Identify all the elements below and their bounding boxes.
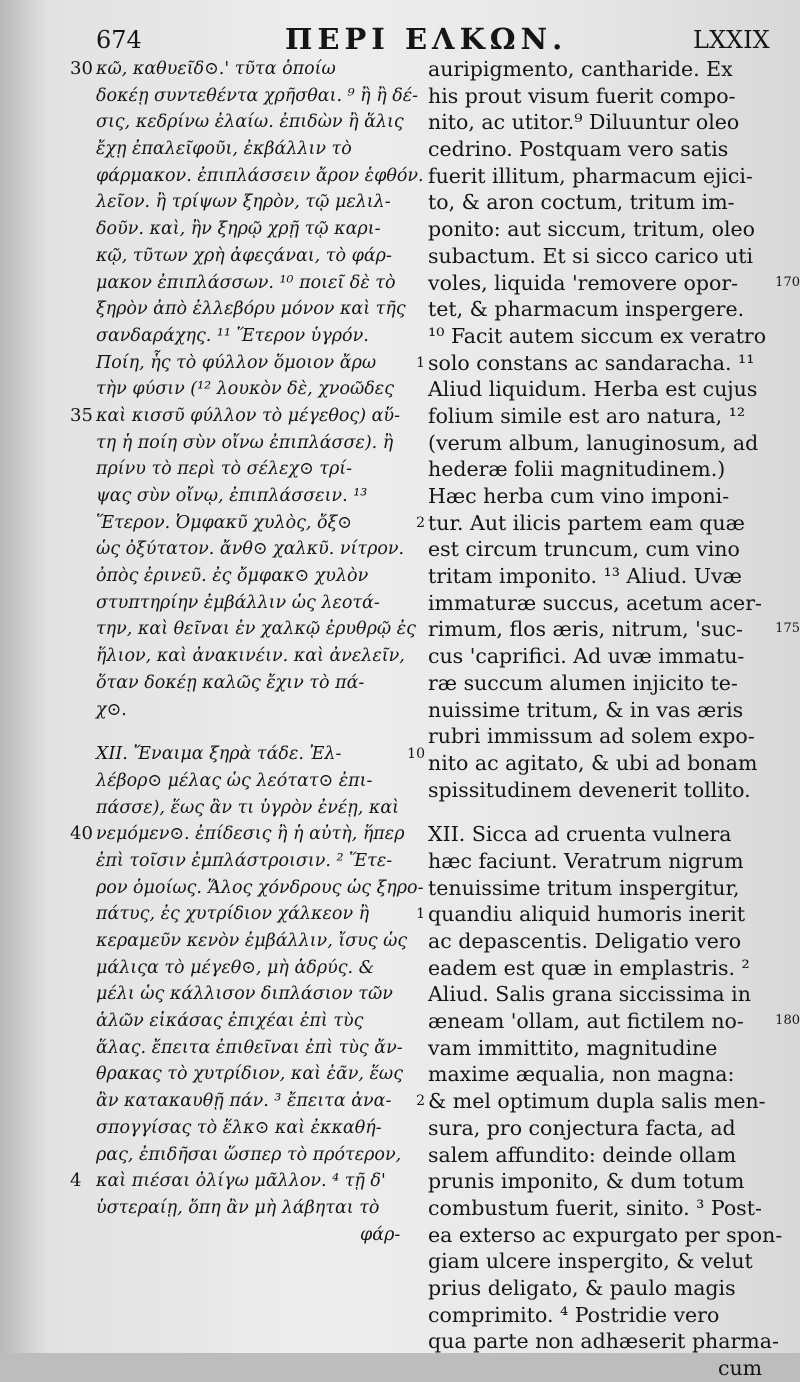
- latin-line: [428, 216, 778, 243]
- margin-note-number: 180: [775, 1013, 800, 1029]
- running-title: ΠΕΡΙ ΕΛΚΩΝ.: [285, 22, 568, 56]
- line-text: ea exterso ac expurgato per spon-: [428, 1222, 783, 1247]
- latin-line: [428, 848, 778, 875]
- line-text: vam immittito, magnitudine: [428, 1035, 718, 1060]
- line-text: λέβορ⊙ μέλας ὡς λεότατ⊙ ἐπι-: [96, 770, 373, 791]
- latin-line: [428, 955, 778, 982]
- line-text: tenuissime tritum inspergitur,: [428, 875, 740, 900]
- line-text: auripigmento, cantharide. Ex: [428, 57, 733, 81]
- line-text: (verum album, lanuginosum, ad: [428, 430, 759, 455]
- line-text: καὶ πιέσαι ὀλίγω μᾶλλον. ⁴ τῇ δ': [96, 1171, 386, 1192]
- greek-line: [70, 109, 425, 136]
- latin-line: [428, 189, 778, 216]
- greek-line-number: 4: [70, 1170, 82, 1192]
- latin-line: [428, 483, 778, 510]
- line-text: ρον ὁμοίως. Ἅλος χόνδρους ὡς ξηρο-: [96, 877, 424, 898]
- greek-line: [70, 821, 425, 848]
- line-text: hederæ folii magnitudinem.): [428, 457, 726, 482]
- line-text: voles, liquida 'removere opor-: [428, 270, 739, 295]
- line-text: nito ac agitato, & ubi ad bonam: [428, 750, 758, 775]
- latin-line: [428, 456, 778, 483]
- greek-line: [70, 1222, 425, 1249]
- line-text: giam ulcere inspergito, & velut: [428, 1249, 753, 1274]
- line-text: folium simile est aro natura, ¹²: [428, 403, 746, 428]
- line-text: ἁλῶν εἰκάσας ἐπιχέαι ἐπὶ τὺς: [96, 1011, 364, 1032]
- greek-line: [70, 483, 425, 510]
- greek-line: [70, 296, 425, 323]
- latin-line: [428, 1088, 778, 1115]
- latin-line: [428, 136, 778, 163]
- greek-line: [70, 403, 425, 430]
- latin-line: [428, 750, 778, 777]
- latin-line: [428, 109, 778, 136]
- line-text: immaturæ succus, acetum acer-: [428, 590, 762, 615]
- greek-line: [70, 928, 425, 955]
- greek-line: [70, 323, 425, 350]
- greek-line: [70, 136, 425, 163]
- greek-line: [70, 616, 425, 643]
- line-text: sura, pro conjectura facta, ad: [428, 1115, 736, 1140]
- latin-line: [428, 590, 778, 617]
- latin-line: [428, 723, 778, 750]
- greek-line: [70, 901, 425, 928]
- line-text: qua parte non adhæserit pharma-: [428, 1329, 779, 1354]
- latin-line: [428, 821, 778, 848]
- greek-line: [70, 741, 425, 768]
- greek-line: [70, 376, 425, 403]
- line-text: νεμόμεν⊙. ἐπίδεσις ἢ ἡ αὐτὴ, ἥπερ: [96, 824, 405, 845]
- line-text: maxime æqualia, non magna:: [428, 1062, 735, 1087]
- latin-line: [428, 981, 778, 1008]
- greek-line: [70, 670, 425, 697]
- greek-line: [70, 1061, 425, 1088]
- line-text: κῷ, τῦτων χρὴ ἀφεςάναι, τὸ φάρ-: [96, 245, 392, 266]
- latin-line: [428, 1061, 778, 1088]
- latin-line: [428, 536, 778, 563]
- latin-line: [428, 163, 778, 190]
- line-text: πάτυς, ἐς χυτρίδιον χάλκεον ἢ: [96, 904, 370, 925]
- latin-line: [428, 1195, 778, 1222]
- line-text: κεραμεῦν κενὸν ἐμβάλλιν, ἴσυς ὡς: [96, 931, 408, 951]
- greek-line: [70, 83, 425, 110]
- line-text: χ⊙.: [96, 699, 127, 720]
- latin-line: [428, 56, 778, 83]
- line-text: salem affundito: deinde ollam: [428, 1142, 737, 1167]
- greek-line: [70, 430, 425, 457]
- margin-note-number: 2: [416, 514, 425, 531]
- folio-mark: LXXIX: [693, 26, 770, 54]
- line-text: μάλιςα τὸ μέγεθ⊙, μὴ ἁδρύς. &: [96, 957, 375, 978]
- line-text: στυπτηρίην ἐμβάλλιν ὡς λεοτά-: [96, 592, 380, 613]
- line-text: μακον ἐπιπλάσσων. ¹⁰ ποιεῖ δὲ τὸ: [96, 272, 396, 293]
- latin-line: [428, 243, 778, 270]
- line-text: his prout visum fuerit compo-: [428, 83, 736, 108]
- line-text: ponito: aut siccum, tritum, oleo: [428, 217, 755, 242]
- line-text: est circum truncum, cum vino: [428, 537, 740, 562]
- line-text: ἔχῃ ἐπαλεῖφοῦι, ἐκβάλλιν τὸ: [96, 139, 352, 160]
- line-text: σανδαράχης. ¹¹ Ἕτερον ὑγρόν.: [96, 325, 369, 346]
- latin-line: [428, 1275, 778, 1302]
- line-text: rubri immissum ad solem expo-: [428, 724, 755, 749]
- greek-line: [70, 350, 425, 377]
- greek-line: [70, 1088, 425, 1115]
- greek-line-number: 30: [70, 58, 93, 79]
- line-text: cus 'caprifici. Ad uvæ immatu-: [428, 644, 745, 669]
- line-text: ρας, ἐπιδῆσαι ὥσπερ τὸ πρότερον,: [96, 1144, 402, 1165]
- greek-line: [70, 697, 425, 724]
- greek-line: [70, 643, 425, 670]
- line-text: comprimito. ⁴ Postridie vero: [428, 1302, 720, 1327]
- latin-line: [428, 1302, 778, 1329]
- greek-line: [70, 189, 425, 216]
- latin-line: [428, 1035, 778, 1062]
- greek-line: [70, 1142, 425, 1169]
- line-text: την, καὶ θεῖναι ἐν χαλκῷ ἐρυθρῷ ἐς: [96, 619, 416, 640]
- greek-line: [70, 1115, 425, 1142]
- line-text: πάσσε), ἕως ἂν τι ὑγρὸν ἐνέῃ, καὶ: [96, 797, 400, 818]
- greek-line: [70, 456, 425, 483]
- line-text: τη ἡ ποίη σὺν οἴνω ἐπιπλάσσε). ἢ: [96, 432, 394, 453]
- latin-line: [428, 296, 778, 323]
- latin-line: [428, 777, 778, 804]
- line-text: Aliud liquidum. Herba est cujus: [428, 377, 758, 402]
- greek-line: [70, 590, 425, 617]
- line-text: ræ succum alumen injicito te-: [428, 670, 738, 695]
- greek-line: [70, 848, 425, 875]
- greek-line: [70, 216, 425, 243]
- latin-line: [428, 1008, 800, 1035]
- latin-line: [428, 350, 778, 377]
- greek-line: [70, 955, 425, 982]
- line-text: prius deligato, & paulo magis: [428, 1275, 736, 1300]
- line-text: δοῦν. καὶ, ἢν ξηρῷ χρῇ τῷ καρι-: [96, 219, 381, 240]
- line-text: ἐπὶ τοῖσιν ἐμπλάστροισιν. ² Ἕτε-: [96, 850, 393, 871]
- line-text: τὴν φύσιν (¹² λουκὸν δὲ, χνοῶδες: [96, 379, 394, 400]
- line-text: κῶ, καθυεῖδ⊙.' τῦτα ὁποίω: [96, 59, 336, 79]
- latin-line: [428, 901, 778, 928]
- latin-line: [428, 83, 778, 110]
- line-text: ¹⁰ Facit autem siccum ex veratro: [428, 323, 767, 348]
- line-text: quandiu aliquid humoris inerit: [428, 902, 746, 927]
- greek-line: [70, 1195, 425, 1222]
- line-text: cum: [718, 1356, 763, 1380]
- line-text: φάρμακον. ἐπιπλάσσειν ἄρον ἑφθόν.: [96, 165, 424, 186]
- greek-line: [70, 795, 425, 822]
- line-text: nuissime tritum, & in vas æris: [428, 697, 744, 722]
- line-text: Ποίη, ἧς τὸ φύλλον ὅμοιον ἄρω: [96, 352, 377, 373]
- latin-line: [428, 270, 800, 297]
- latin-line: [428, 1248, 778, 1275]
- line-text: δοκέῃ συντεθέντα χρῆσθαι. ⁹ ἢ ἢ δέ-: [96, 85, 419, 106]
- line-text: eadem est quæ in emplastris. ²: [428, 955, 750, 980]
- latin-line: [428, 323, 778, 350]
- latin-line: [428, 670, 778, 697]
- latin-line: [428, 563, 778, 590]
- greek-text-column: [70, 56, 425, 1248]
- margin-note-number: 170: [775, 274, 800, 290]
- latin-line: [428, 928, 778, 955]
- latin-line: [428, 1328, 778, 1355]
- line-text: nito, ac utitor.⁹ Diluuntur oleo: [428, 110, 740, 135]
- line-text: rimum, flos æris, nitrum, 'suc-: [428, 617, 743, 642]
- line-text: combustum fuerit, sinito. ³ Post-: [428, 1195, 762, 1220]
- latin-line: [428, 1142, 778, 1169]
- latin-line: [428, 1115, 778, 1142]
- greek-line: [70, 1008, 425, 1035]
- latin-line: [428, 616, 800, 643]
- line-text: ὅταν δοκέῃ καλῶς ἔχιν τὸ πά-: [96, 672, 365, 693]
- line-text: Aliud. Salis grana siccissima in: [428, 982, 751, 1007]
- greek-line: [70, 768, 425, 795]
- line-text: solo constans ac sandaracha. ¹¹: [428, 350, 755, 375]
- line-text: tritam imponito. ¹³ Aliud. Uvæ: [428, 564, 742, 589]
- margin-note-number: 2: [416, 1093, 425, 1110]
- greek-line: [70, 270, 425, 297]
- latin-line: [428, 510, 778, 537]
- line-text: ὀπὸς ἐρινεῦ. ἐς ὄμφακ⊙ χυλὸν: [96, 566, 369, 587]
- line-text: spissitudinem devenerit tollito.: [428, 777, 751, 802]
- line-text: ξηρὸν ἀπὸ ἐλλεβόρυ μόνον καὶ τῆς: [96, 299, 406, 320]
- line-text: subactum. Et si sicco carico uti: [428, 243, 754, 268]
- page-number: 674: [96, 26, 142, 54]
- latin-line: [428, 1168, 778, 1195]
- line-text: ψας σὺν οἴνῳ, ἐπιπλάσσειν. ¹³: [96, 486, 368, 506]
- line-text: to, & aron coctum, tritum im-: [428, 190, 735, 215]
- line-text: cedrino. Postquam vero satis: [428, 137, 729, 162]
- latin-line: [428, 1355, 778, 1382]
- line-text: λεῖον. ἢ τρίψων ξηρὸν, τῷ μελιλ-: [96, 192, 391, 213]
- line-text: XII. Ἔναιμα ξηρὰ τάδε. Ἐλ-: [96, 744, 342, 765]
- line-text: & mel optimum dupla salis men-: [428, 1089, 766, 1114]
- line-text: ἥλιον, καὶ ἀνακινέιν. καὶ ἀνελεῖν,: [96, 646, 405, 667]
- greek-line: [70, 563, 425, 590]
- line-text: hæc faciunt. Veratrum nigrum: [428, 848, 744, 873]
- margin-note-number: 10: [407, 746, 425, 763]
- latin-line: [428, 376, 778, 403]
- latin-line: [428, 643, 778, 670]
- greek-line: [70, 163, 425, 190]
- line-text: φάρ-: [360, 1224, 401, 1245]
- greek-line: [70, 536, 425, 563]
- greek-line: [70, 981, 425, 1008]
- line-text: fuerit illitum, pharmacum ejici-: [428, 163, 753, 188]
- line-text: prunis imponito, & dum totum: [428, 1169, 745, 1194]
- latin-line: [428, 403, 778, 430]
- latin-line: [428, 430, 778, 457]
- line-text: ac depascentis. Deligatio vero: [428, 929, 742, 953]
- line-text: πρίνυ τὸ περὶ τὸ σέλεχ⊙ τρί-: [96, 459, 353, 480]
- line-text: θρακας τὸ χυτρίδιον, καὶ ἐᾶν, ἕως: [96, 1064, 404, 1085]
- line-text: æneam 'ollam, aut fictilem no-: [428, 1009, 744, 1034]
- line-text: ὑστεραίῃ, ὅπη ἂν μὴ λάβηται τὸ: [96, 1197, 380, 1218]
- latin-text-column: [428, 56, 800, 1382]
- line-text: Hæc herba cum vino imponi-: [428, 484, 730, 508]
- line-text: XII. Sicca ad cruenta vulnera: [428, 822, 732, 847]
- line-text: ἂν κατακαυθῇ πάν. ³ ἔπειτα ἀνα-: [96, 1091, 392, 1112]
- margin-note-number: 175: [775, 621, 800, 637]
- greek-line: [70, 1168, 425, 1195]
- line-text: tet, & pharmacum inspergere.: [428, 297, 745, 322]
- greek-line-number: 35: [70, 404, 93, 426]
- greek-line: [70, 510, 425, 537]
- line-text: καὶ κισσῦ φύλλον τὸ μέγεθος) αὕ-: [96, 405, 400, 426]
- line-text: μέλι ὡς κάλλισον διπλάσιον τῶν: [96, 984, 393, 1005]
- line-text: ὡς ὀξύτατον. ἄνθ⊙ χαλκῦ. νίτρον.: [96, 539, 405, 560]
- greek-line: [70, 1035, 425, 1062]
- line-text: ἅλας. ἔπειτα ἐπιθεῖναι ἐπὶ τὺς ἄν-: [96, 1037, 403, 1058]
- line-text: Ἕτερον. Ὀμφακῦ χυλὸς, ὄξ⊙: [96, 512, 352, 533]
- line-text: σπογγίσας τὸ ἕλκ⊙ καὶ ἐκκαθή-: [96, 1117, 382, 1138]
- greek-line: [70, 243, 425, 270]
- greek-line: [70, 56, 425, 83]
- greek-line: [70, 875, 425, 902]
- latin-line: [428, 1222, 783, 1249]
- latin-line: [428, 875, 778, 902]
- margin-note-number: 1: [416, 354, 425, 371]
- latin-line: [428, 697, 778, 724]
- margin-note-number: 1: [416, 906, 425, 923]
- line-text: tur. Aut ilicis partem eam quæ: [428, 510, 745, 535]
- line-text: σις, κεδρίνω ἐλαίω. ἐπιδὼν ἢ ἅλις: [96, 112, 404, 133]
- greek-line-number: 40: [70, 823, 93, 845]
